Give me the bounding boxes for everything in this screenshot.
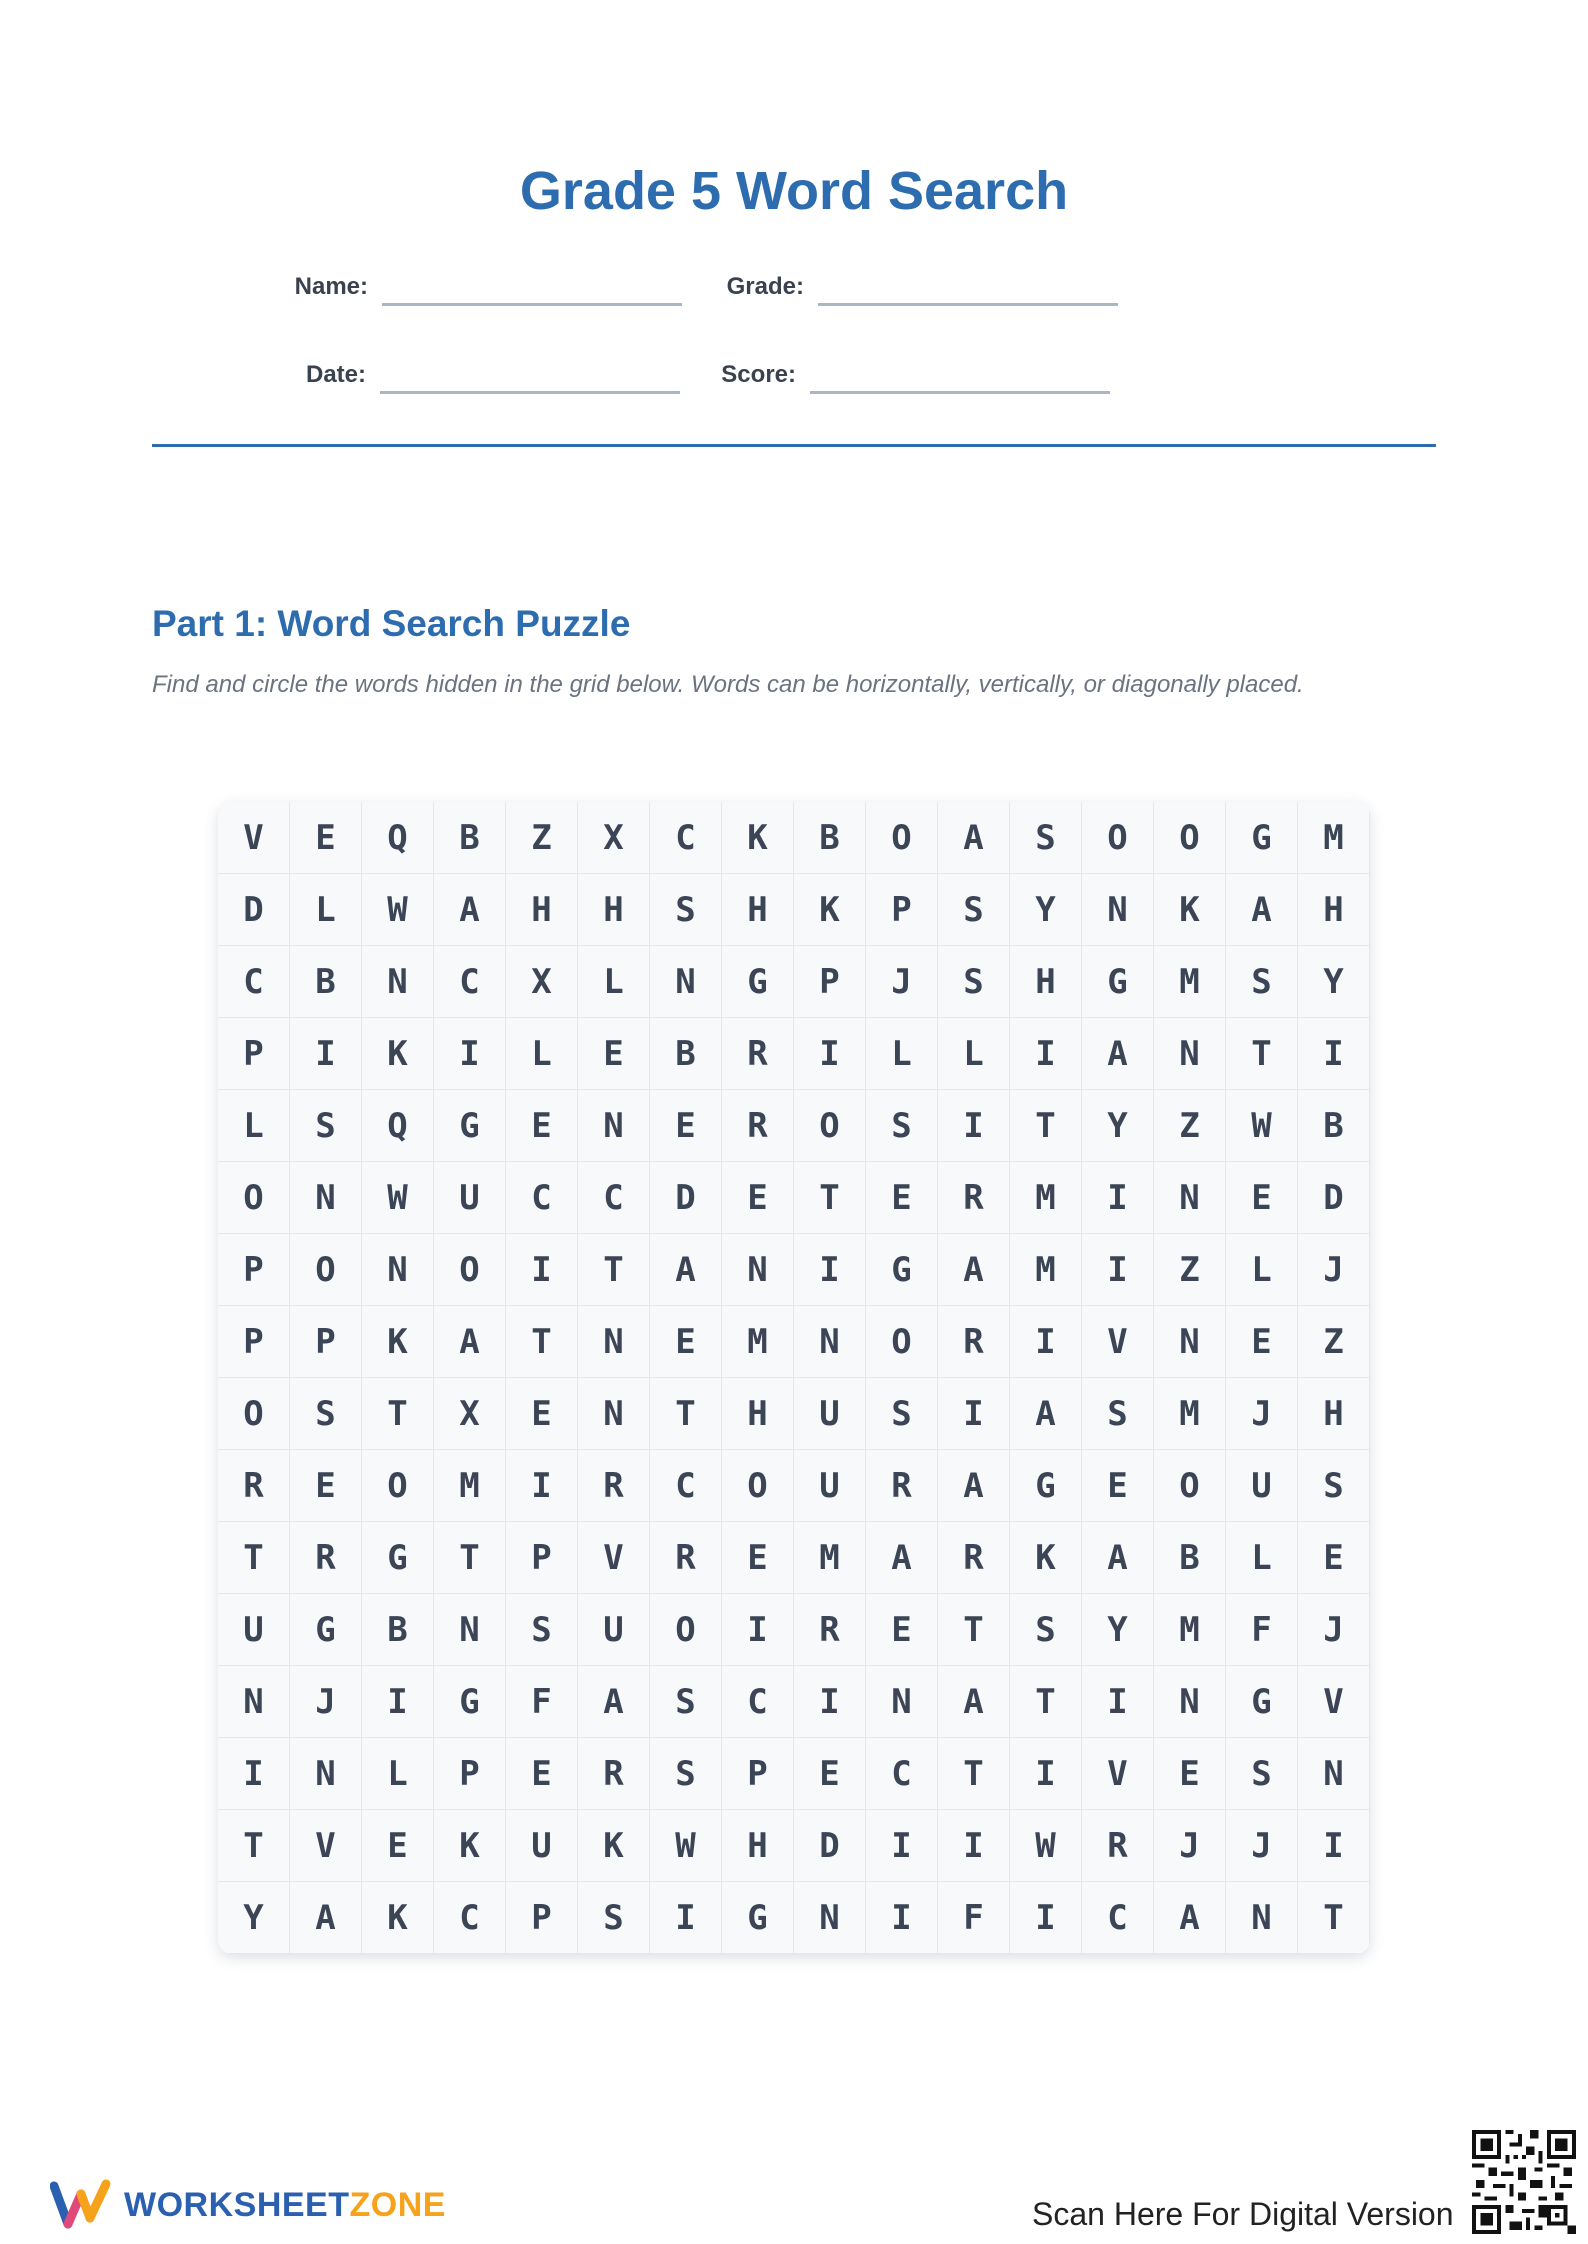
grid-cell[interactable]: F	[938, 1882, 1010, 1954]
grid-cell[interactable]: A	[1154, 1882, 1226, 1954]
grid-cell[interactable]: K	[434, 1810, 506, 1882]
grid-cell[interactable]: R	[722, 1018, 794, 1090]
grid-cell[interactable]: S	[1226, 946, 1298, 1018]
grid-cell[interactable]: J	[1298, 1234, 1370, 1306]
grid-cell[interactable]: O	[1154, 1450, 1226, 1522]
page-title: Grade 5 Word Search	[519, 161, 1069, 221]
grid-cell[interactable]: O	[650, 1594, 722, 1666]
grid-cell[interactable]: O	[794, 1090, 866, 1162]
grid-cell[interactable]: J	[290, 1666, 362, 1738]
grid-cell[interactable]: G	[722, 946, 794, 1018]
grid-cell[interactable]: N	[1154, 1306, 1226, 1378]
grid-cell[interactable]: S	[866, 1378, 938, 1450]
grid-cell[interactable]: E	[506, 1378, 578, 1450]
grid-cell[interactable]: U	[1226, 1450, 1298, 1522]
grid-cell[interactable]: Y	[1082, 1090, 1154, 1162]
brand-name	[124, 2186, 446, 2225]
grid-cell[interactable]: K	[722, 802, 794, 874]
grid-cell[interactable]: H	[722, 1810, 794, 1882]
grid-cell[interactable]: K	[362, 1018, 434, 1090]
grid-cell[interactable]: G	[434, 1666, 506, 1738]
grid-cell[interactable]: O	[866, 1306, 938, 1378]
grid-cell[interactable]: S	[650, 1666, 722, 1738]
grid-cell[interactable]: H	[1298, 874, 1370, 946]
grid-cell[interactable]: O	[362, 1450, 434, 1522]
date-label: Date:	[305, 361, 366, 388]
grid-cell[interactable]: C	[722, 1666, 794, 1738]
name-input-line[interactable]	[382, 303, 682, 306]
grid-cell[interactable]: N	[578, 1378, 650, 1450]
grid-cell[interactable]: G	[1226, 802, 1298, 874]
grid-cell[interactable]: E	[794, 1738, 866, 1810]
grid-cell[interactable]: P	[794, 946, 866, 1018]
grade-label: Grade:	[726, 273, 804, 300]
grid-cell[interactable]: O	[866, 802, 938, 874]
grid-cell[interactable]: O	[1082, 802, 1154, 874]
grid-cell[interactable]: N	[866, 1666, 938, 1738]
grid-cell[interactable]: T	[434, 1522, 506, 1594]
grid-cell[interactable]: I	[290, 1018, 362, 1090]
grid-cell[interactable]: T	[938, 1738, 1010, 1810]
grid-cell[interactable]: W	[1010, 1810, 1082, 1882]
grid-cell[interactable]: F	[506, 1666, 578, 1738]
grid-cell[interactable]: U	[794, 1450, 866, 1522]
grid-cell[interactable]: I	[1082, 1162, 1154, 1234]
grid-cell[interactable]: K	[362, 1306, 434, 1378]
grid-cell[interactable]: Q	[362, 802, 434, 874]
grid-cell[interactable]: L	[1226, 1522, 1298, 1594]
grid-cell[interactable]: M	[1010, 1162, 1082, 1234]
grid-cell[interactable]: J	[1154, 1810, 1226, 1882]
grid-cell[interactable]: T	[578, 1234, 650, 1306]
grid-cell[interactable]: Z	[1298, 1306, 1370, 1378]
grid-cell[interactable]: T	[218, 1810, 290, 1882]
grid-cell[interactable]: R	[866, 1450, 938, 1522]
grid-cell[interactable]: S	[650, 1738, 722, 1810]
grid-cell[interactable]: I	[938, 1378, 1010, 1450]
grid-cell[interactable]: E	[1226, 1162, 1298, 1234]
grid-cell[interactable]: I	[866, 1810, 938, 1882]
grid-cell[interactable]: B	[362, 1594, 434, 1666]
grid-cell[interactable]: D	[794, 1810, 866, 1882]
grid-cell[interactable]: N	[434, 1594, 506, 1666]
score-label: Score:	[721, 361, 796, 388]
grid-cell[interactable]: W	[1226, 1090, 1298, 1162]
grid-cell[interactable]: M	[1154, 1378, 1226, 1450]
grid-cell[interactable]: I	[1010, 1018, 1082, 1090]
grid-cell[interactable]: R	[938, 1162, 1010, 1234]
grid-cell[interactable]: U	[218, 1594, 290, 1666]
grid-cell[interactable]: I	[506, 1450, 578, 1522]
grid-cell[interactable]: T	[218, 1522, 290, 1594]
grid-cell[interactable]: M	[1154, 1594, 1226, 1666]
grid-cell[interactable]: N	[794, 1882, 866, 1954]
grid-cell[interactable]: P	[506, 1882, 578, 1954]
grid-cell[interactable]: I	[650, 1882, 722, 1954]
grid-cell[interactable]: O	[218, 1378, 290, 1450]
grid-cell[interactable]: K	[794, 874, 866, 946]
grid-cell[interactable]: I	[1010, 1306, 1082, 1378]
grid-cell[interactable]: E	[506, 1090, 578, 1162]
grid-cell[interactable]: M	[1010, 1234, 1082, 1306]
grid-cell[interactable]: Z	[1154, 1234, 1226, 1306]
grid-cell[interactable]: A	[578, 1666, 650, 1738]
grid-cell[interactable]: N	[1154, 1666, 1226, 1738]
grid-cell[interactable]: A	[434, 1306, 506, 1378]
grid-cell[interactable]: G	[1226, 1666, 1298, 1738]
grid-cell[interactable]: T	[1298, 1882, 1370, 1954]
grid-cell[interactable]: B	[434, 802, 506, 874]
grid-cell[interactable]: I	[1298, 1018, 1370, 1090]
grid-cell[interactable]: S	[650, 874, 722, 946]
grid-cell[interactable]: I	[1082, 1234, 1154, 1306]
qr-code-icon[interactable]	[1472, 2130, 1576, 2234]
grid-cell[interactable]: I	[722, 1594, 794, 1666]
grid-cell[interactable]: R	[938, 1522, 1010, 1594]
grid-cell[interactable]: S	[938, 946, 1010, 1018]
grid-cell[interactable]: G	[434, 1090, 506, 1162]
grid-cell[interactable]: N	[578, 1090, 650, 1162]
grid-cell[interactable]: T	[1010, 1090, 1082, 1162]
grid-cell[interactable]: E	[506, 1738, 578, 1810]
grid-cell[interactable]: S	[578, 1882, 650, 1954]
grid-cell[interactable]: N	[218, 1666, 290, 1738]
grade-field[interactable]	[714, 272, 1118, 302]
grid-cell[interactable]: S	[1298, 1450, 1370, 1522]
grid-cell[interactable]: L	[1226, 1234, 1298, 1306]
grid-cell[interactable]: T	[506, 1306, 578, 1378]
grid-cell[interactable]: E	[650, 1090, 722, 1162]
grid-cell[interactable]: I	[1298, 1810, 1370, 1882]
grid-cell[interactable]: S	[290, 1090, 362, 1162]
grid-cell[interactable]: Y	[218, 1882, 290, 1954]
grid-cell[interactable]: V	[1082, 1738, 1154, 1810]
grid-cell[interactable]: N	[362, 1234, 434, 1306]
grid-cell[interactable]: J	[1226, 1810, 1298, 1882]
grid-cell[interactable]: D	[218, 874, 290, 946]
grid-cell[interactable]: M	[794, 1522, 866, 1594]
grid-cell[interactable]: E	[1154, 1738, 1226, 1810]
date-field[interactable]	[276, 360, 680, 390]
grid-cell[interactable]: S	[1010, 802, 1082, 874]
grid-cell[interactable]: A	[1082, 1018, 1154, 1090]
grid-cell[interactable]: F	[1226, 1594, 1298, 1666]
grid-cell[interactable]: A	[290, 1882, 362, 1954]
grid-cell[interactable]: A	[938, 1234, 1010, 1306]
grid-cell[interactable]: K	[362, 1882, 434, 1954]
grid-cell[interactable]: U	[434, 1162, 506, 1234]
grid-cell[interactable]: O	[218, 1162, 290, 1234]
grid-cell[interactable]: P	[866, 874, 938, 946]
grid-cell[interactable]: B	[794, 802, 866, 874]
grid-cell[interactable]: M	[1154, 946, 1226, 1018]
grid-cell[interactable]: I	[866, 1882, 938, 1954]
grid-cell[interactable]: N	[1082, 874, 1154, 946]
grid-cell[interactable]: R	[290, 1522, 362, 1594]
grid-cell[interactable]: A	[866, 1522, 938, 1594]
grid-cell[interactable]: D	[650, 1162, 722, 1234]
grid-cell[interactable]: P	[722, 1738, 794, 1810]
grid-cell[interactable]: C	[650, 1450, 722, 1522]
grid-cell[interactable]: E	[362, 1810, 434, 1882]
grid-cell[interactable]: H	[722, 874, 794, 946]
grid-cell[interactable]: N	[1226, 1882, 1298, 1954]
grid-cell[interactable]: D	[1298, 1162, 1370, 1234]
grid-cell[interactable]: G	[866, 1234, 938, 1306]
grid-cell[interactable]: M	[722, 1306, 794, 1378]
grid-cell[interactable]: T	[650, 1378, 722, 1450]
grid-cell[interactable]: E	[578, 1018, 650, 1090]
worksheetzone-logo[interactable]	[50, 2178, 446, 2232]
grid-cell[interactable]: K	[1154, 874, 1226, 946]
grid-cell[interactable]: H	[1010, 946, 1082, 1018]
section-title: Part 1: Word Search Puzzle	[152, 603, 631, 644]
grid-cell[interactable]: X	[506, 946, 578, 1018]
grid-cell[interactable]: T	[938, 1594, 1010, 1666]
grid-cell[interactable]: W	[362, 1162, 434, 1234]
grid-cell[interactable]: C	[866, 1738, 938, 1810]
word-search-grid[interactable]	[218, 802, 1370, 1954]
grid-cell[interactable]: Y	[1010, 874, 1082, 946]
grid-cell[interactable]: S	[866, 1090, 938, 1162]
grid-cell[interactable]: I	[938, 1090, 1010, 1162]
grid-cell[interactable]: U	[794, 1378, 866, 1450]
grid-cell[interactable]: L	[290, 874, 362, 946]
grid-cell[interactable]: N	[1154, 1162, 1226, 1234]
grid-cell[interactable]: O	[434, 1234, 506, 1306]
grid-cell[interactable]: C	[506, 1162, 578, 1234]
grid-cell[interactable]: V	[578, 1522, 650, 1594]
grid-cell[interactable]: Z	[506, 802, 578, 874]
grid-cell[interactable]: L	[218, 1090, 290, 1162]
grid-cell[interactable]: N	[650, 946, 722, 1018]
grid-cell[interactable]: L	[578, 946, 650, 1018]
grid-cell[interactable]: I	[1010, 1882, 1082, 1954]
grid-cell[interactable]: G	[722, 1882, 794, 1954]
grid-cell[interactable]: E	[866, 1594, 938, 1666]
grid-cell[interactable]: T	[362, 1378, 434, 1450]
grid-cell[interactable]: Q	[362, 1090, 434, 1162]
grid-cell[interactable]: V	[1298, 1666, 1370, 1738]
grid-cell[interactable]: G	[1082, 946, 1154, 1018]
grid-cell[interactable]: B	[1154, 1522, 1226, 1594]
grid-cell[interactable]: I	[434, 1018, 506, 1090]
grid-cell[interactable]: O	[1154, 802, 1226, 874]
grid-cell[interactable]: O	[722, 1450, 794, 1522]
grid-cell[interactable]: O	[290, 1234, 362, 1306]
grade-input-line[interactable]	[818, 303, 1118, 306]
grid-cell[interactable]: E	[1226, 1306, 1298, 1378]
grid-cell[interactable]: N	[722, 1234, 794, 1306]
grid-cell[interactable]: R	[650, 1522, 722, 1594]
grid-cell[interactable]: R	[794, 1594, 866, 1666]
grid-cell[interactable]: K	[578, 1810, 650, 1882]
grid-cell[interactable]: Y	[1082, 1594, 1154, 1666]
grid-cell[interactable]: C	[218, 946, 290, 1018]
grid-cell[interactable]: B	[290, 946, 362, 1018]
grid-cell[interactable]: P	[290, 1306, 362, 1378]
grid-cell[interactable]: E	[1298, 1522, 1370, 1594]
grid-cell[interactable]: C	[650, 802, 722, 874]
grid-cell[interactable]: L	[938, 1018, 1010, 1090]
grid-cell[interactable]: X	[434, 1378, 506, 1450]
grid-cell[interactable]: V	[290, 1810, 362, 1882]
grid-cell[interactable]: T	[1226, 1018, 1298, 1090]
grid-cell[interactable]: A	[938, 1450, 1010, 1522]
grid-cell[interactable]: U	[578, 1594, 650, 1666]
grid-cell[interactable]: P	[218, 1234, 290, 1306]
grid-cell[interactable]: C	[434, 946, 506, 1018]
score-input-line[interactable]	[810, 391, 1110, 394]
grid-cell[interactable]: R	[1082, 1810, 1154, 1882]
grid-cell[interactable]: S	[1010, 1594, 1082, 1666]
grid-cell[interactable]: V	[218, 802, 290, 874]
grid-cell[interactable]: H	[578, 874, 650, 946]
name-label: Name:	[294, 273, 368, 300]
grid-cell[interactable]: S	[938, 874, 1010, 946]
grid-cell[interactable]: P	[218, 1018, 290, 1090]
grid-cell[interactable]: W	[362, 874, 434, 946]
grid-cell[interactable]: G	[1010, 1450, 1082, 1522]
grid-cell[interactable]: U	[506, 1810, 578, 1882]
grid-cell[interactable]: H	[722, 1378, 794, 1450]
grid-cell[interactable]: P	[506, 1522, 578, 1594]
score-field[interactable]	[706, 360, 1110, 390]
grid-cell[interactable]: E	[1082, 1450, 1154, 1522]
grid-cell[interactable]: P	[218, 1306, 290, 1378]
grid-cell[interactable]: A	[650, 1234, 722, 1306]
grid-cell[interactable]: R	[578, 1450, 650, 1522]
date-input-line[interactable]	[380, 391, 680, 394]
grid-cell[interactable]: E	[722, 1162, 794, 1234]
grid-cell[interactable]: A	[434, 874, 506, 946]
grid-cell[interactable]: C	[578, 1162, 650, 1234]
grid-cell[interactable]: Z	[1154, 1090, 1226, 1162]
grid-cell[interactable]: I	[794, 1234, 866, 1306]
grid-cell[interactable]: S	[290, 1378, 362, 1450]
grid-cell[interactable]: I	[794, 1018, 866, 1090]
grid-cell[interactable]: N	[290, 1162, 362, 1234]
grid-cell[interactable]: N	[1298, 1738, 1370, 1810]
grid-cell[interactable]: B	[650, 1018, 722, 1090]
grid-cell[interactable]: W	[650, 1810, 722, 1882]
grid-cell[interactable]: A	[1010, 1378, 1082, 1450]
grid-cell[interactable]: S	[1226, 1738, 1298, 1810]
grid-cell[interactable]: R	[938, 1306, 1010, 1378]
grid-cell[interactable]: E	[290, 802, 362, 874]
grid-cell[interactable]: I	[938, 1810, 1010, 1882]
scan-caption: Scan Here For Digital Version	[1032, 2196, 1454, 2232]
grid-cell[interactable]: S	[1082, 1378, 1154, 1450]
grid-cell[interactable]: N	[1154, 1018, 1226, 1090]
grid-cell[interactable]: E	[722, 1522, 794, 1594]
grid-cell[interactable]: A	[938, 1666, 1010, 1738]
grid-cell[interactable]: I	[1082, 1666, 1154, 1738]
grid-cell[interactable]: M	[1298, 802, 1370, 874]
grid-cell[interactable]: L	[362, 1738, 434, 1810]
grid-cell[interactable]: H	[506, 874, 578, 946]
grid-cell[interactable]: I	[794, 1666, 866, 1738]
grid-cell[interactable]: V	[1082, 1306, 1154, 1378]
grid-cell[interactable]: T	[794, 1162, 866, 1234]
grid-cell[interactable]: J	[866, 946, 938, 1018]
grid-cell[interactable]: X	[578, 802, 650, 874]
grid-cell[interactable]: G	[362, 1522, 434, 1594]
grid-cell[interactable]: R	[218, 1450, 290, 1522]
grid-cell[interactable]: G	[290, 1594, 362, 1666]
instructions-text: Find and circle the words hidden in the grid below. Words can be horizontally, vertically, or diagonally placed.	[152, 671, 1304, 698]
grid-cell[interactable]: C	[434, 1882, 506, 1954]
grid-cell[interactable]: B	[1298, 1090, 1370, 1162]
grid-cell[interactable]: I	[506, 1234, 578, 1306]
grid-cell[interactable]: E	[866, 1162, 938, 1234]
grid-cell[interactable]: N	[290, 1738, 362, 1810]
grid-cell[interactable]: C	[1082, 1882, 1154, 1954]
grid-cell[interactable]: R	[578, 1738, 650, 1810]
grid-cell[interactable]: T	[1010, 1666, 1082, 1738]
grid-cell[interactable]: I	[362, 1666, 434, 1738]
grid-cell[interactable]: L	[866, 1018, 938, 1090]
grid-cell[interactable]: R	[722, 1090, 794, 1162]
grid-cell[interactable]: J	[1226, 1378, 1298, 1450]
worksheetzone-logo-icon	[50, 2178, 112, 2232]
grid-cell[interactable]: E	[290, 1450, 362, 1522]
grid-cell[interactable]: N	[362, 946, 434, 1018]
grid-cell[interactable]: P	[434, 1738, 506, 1810]
grid-cell[interactable]: S	[506, 1594, 578, 1666]
grid-cell[interactable]: E	[650, 1306, 722, 1378]
grid-cell[interactable]: K	[1010, 1522, 1082, 1594]
name-field[interactable]	[278, 272, 682, 302]
brand-name-part2: ZONE	[349, 2185, 446, 2224]
grid-cell[interactable]: H	[1298, 1378, 1370, 1450]
grid-cell[interactable]: I	[218, 1738, 290, 1810]
grid-cell[interactable]: A	[1226, 874, 1298, 946]
grid-cell[interactable]: L	[506, 1018, 578, 1090]
header-divider	[152, 444, 1436, 447]
grid-cell[interactable]: N	[794, 1306, 866, 1378]
brand-name-part1: WORKSHEET	[124, 2185, 350, 2224]
grid-cell[interactable]: Y	[1298, 946, 1370, 1018]
grid-cell[interactable]: A	[1082, 1522, 1154, 1594]
grid-cell[interactable]: I	[1010, 1738, 1082, 1810]
grid-cell[interactable]: M	[434, 1450, 506, 1522]
grid-cell[interactable]: N	[578, 1306, 650, 1378]
grid-cell[interactable]: A	[938, 802, 1010, 874]
grid-cell[interactable]: J	[1298, 1594, 1370, 1666]
